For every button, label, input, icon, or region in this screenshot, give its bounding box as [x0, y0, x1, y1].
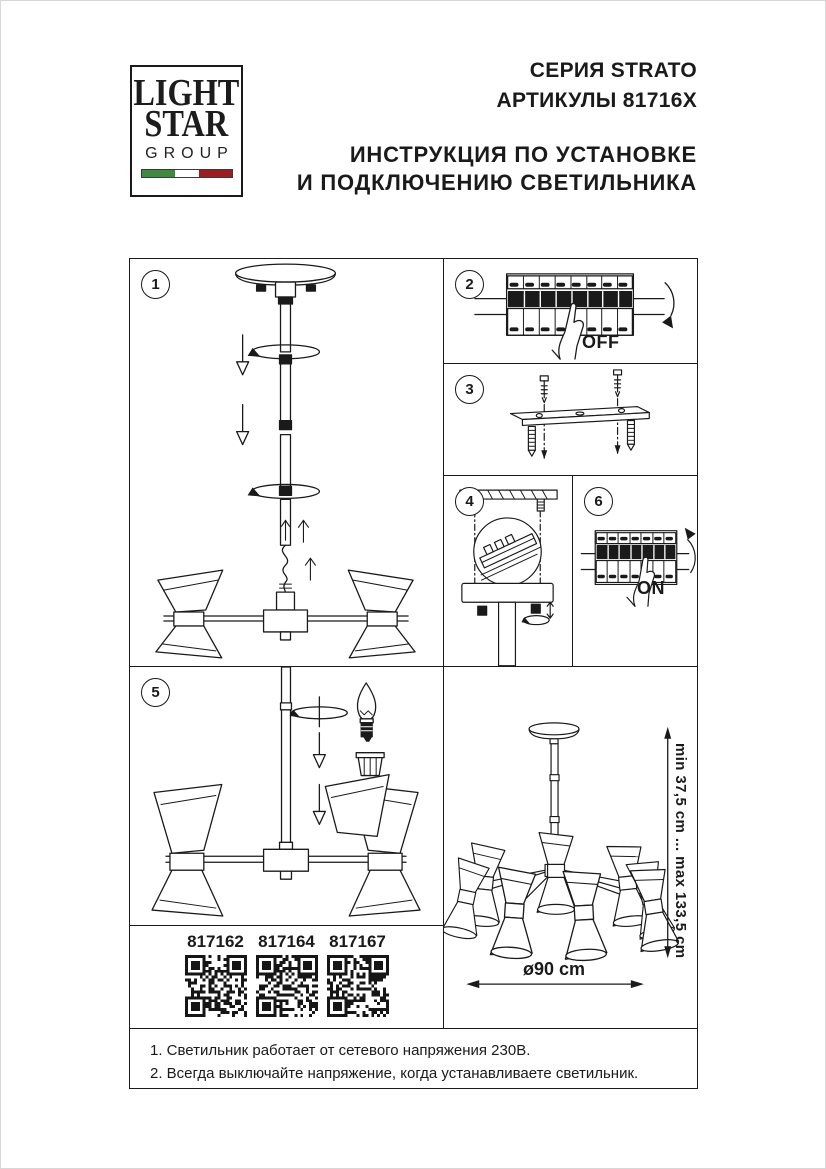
diameter-label: ø90 cm: [522, 959, 586, 979]
article-number: 817164: [258, 932, 315, 951]
step-number-badge: 5: [141, 678, 170, 707]
instruction-title: ИНСТРУКЦИЯ ПО УСТАНОВКЕ И ПОДКЛЮЧЕНИЮ СВЕТИЛЬНИКА: [296, 142, 697, 195]
step-5-panel: [130, 667, 444, 926]
exploded-chandelier-diagram: [130, 259, 443, 666]
off-label: OFF: [582, 332, 620, 352]
article-number: 817167: [329, 932, 386, 951]
qr-item: [183, 931, 249, 1017]
height-range-label: min 37,5 cm ... max 133,5 cm: [672, 743, 689, 959]
qr-item: [325, 931, 391, 1017]
qr-code: [185, 955, 247, 1017]
qr-codes-row: [130, 926, 444, 1029]
qr-item: [254, 931, 320, 1017]
flag-green-segment: [142, 170, 175, 177]
italian-flag-bar: [141, 169, 233, 178]
step-3-panel: [444, 364, 697, 476]
step-4-panel: [444, 476, 573, 667]
mounting-bracket-diagram: [444, 364, 697, 475]
shade-and-bulb-diagram: [130, 667, 443, 925]
step-6-panel: [573, 476, 697, 667]
step-number-badge: 4: [455, 487, 484, 516]
step-2-panel: [444, 259, 697, 364]
circuit-breaker-off-diagram: [444, 259, 697, 363]
qr-code: [256, 955, 318, 1017]
step-number-badge: 6: [584, 487, 613, 516]
step-number-badge: 1: [141, 270, 170, 299]
article-number: 817162: [187, 932, 244, 951]
series-title: СЕРИЯ STRATO: [529, 59, 697, 82]
note-line-2: 2. Всегда выключайте напряжение, когда устанавливаете светильник.: [150, 1065, 639, 1082]
step-1-panel: [130, 259, 444, 667]
flag-red-segment: [199, 170, 231, 177]
logo-word-star: STAR: [144, 103, 229, 145]
step-number-badge: 2: [455, 270, 484, 299]
document-titles: [297, 56, 697, 197]
safety-notes: [130, 1029, 697, 1088]
qr-code: [327, 955, 389, 1017]
on-label: ON: [637, 578, 665, 598]
logo-word-group: GROUP: [145, 145, 234, 162]
step-number-badge: 3: [455, 375, 484, 404]
lightstar-logo: [130, 65, 243, 197]
articles-title: АРТИКУЛЫ 81716X: [496, 89, 697, 112]
flag-white-segment: [175, 170, 199, 177]
note-line-1: 1. Светильник работает от сетевого напряжения 230В.: [150, 1042, 531, 1059]
dimensions-panel: [444, 667, 697, 1029]
logo-word-light: LIGHT: [133, 72, 240, 114]
instruction-steps-grid: [129, 258, 698, 1089]
